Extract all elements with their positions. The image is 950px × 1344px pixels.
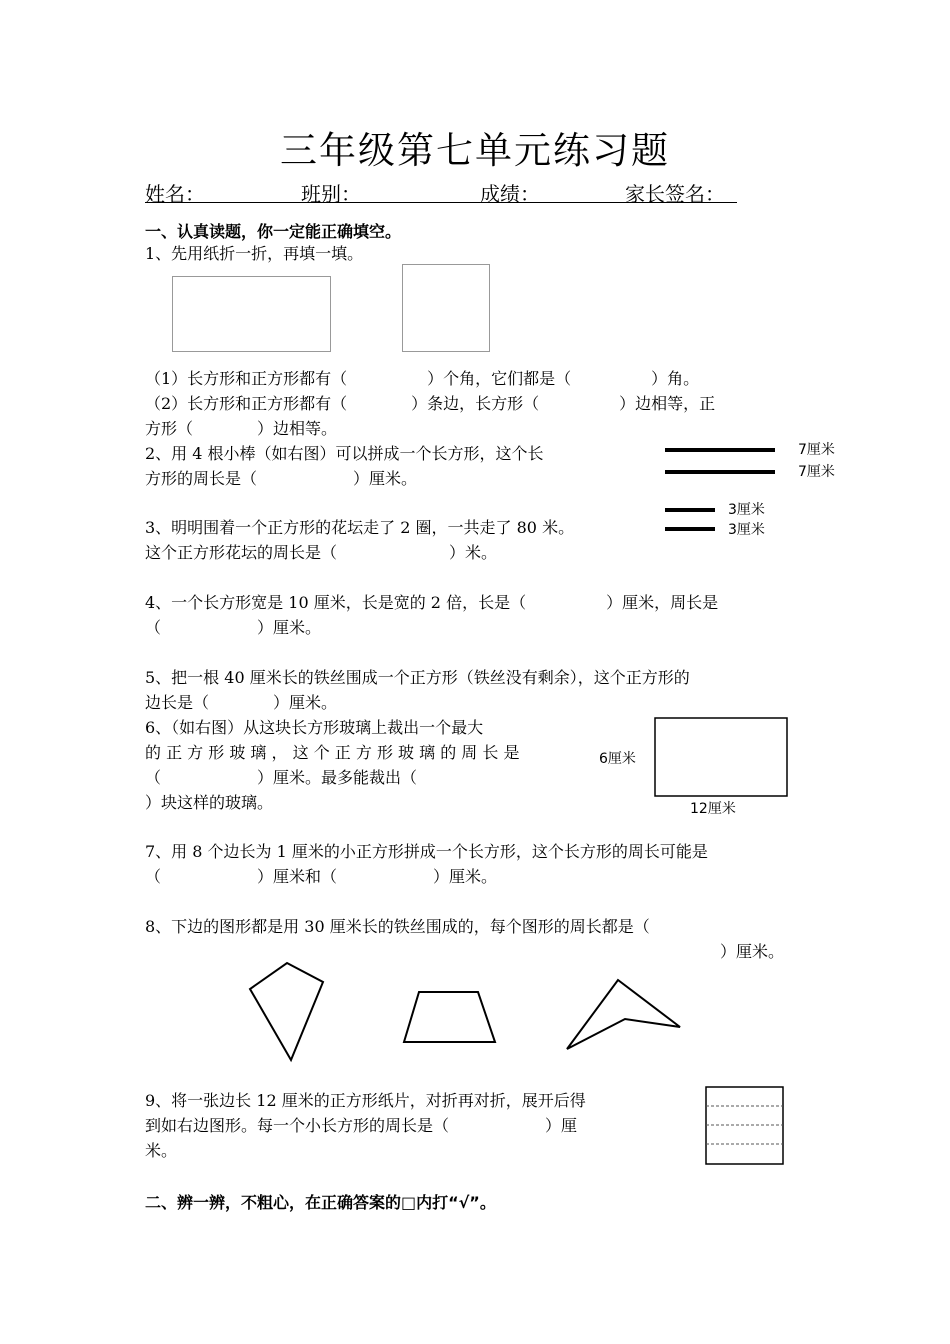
page-title: 三年级第七单元练习题 [280, 129, 670, 172]
q6-line3: （ ）厘米。最多能裁出（ [145, 768, 418, 787]
glass-rectangle [655, 718, 787, 796]
label-3cm-1: 3厘米 [728, 502, 765, 518]
label-7cm-2: 7厘米 [798, 464, 835, 480]
label-12cm: 12厘米 [690, 801, 736, 817]
q2-line2: 方形的周长是（ ）厘米。 [145, 469, 418, 488]
parent-signature-label: 家长签名： [625, 182, 725, 206]
kite-shape [250, 963, 323, 1060]
q1-stem: 1、先用纸折一折，再填一填。 [145, 244, 364, 263]
q5-line2: 边长是（ ）厘米。 [145, 693, 338, 712]
score-label: 成绩： [480, 182, 540, 206]
q5-line1: 5、把一根 40 厘米长的铁丝围成一个正方形（铁丝没有剩余），这个正方形的 [145, 668, 690, 687]
name-label: 姓名： [145, 182, 205, 206]
wire-shapes-figure [240, 955, 700, 1070]
sticks-figure [655, 430, 855, 545]
q1-sub1: （1）长方形和正方形都有（ ）个角，它们都是（ ）角。 [145, 369, 700, 388]
q1-sub2-line1: （2）长方形和正方形都有（ ）条边，长方形（ ）边相等，正 [145, 394, 716, 413]
q1-sub2-line2: 方形（ ）边相等。 [145, 419, 338, 438]
rectangle-figure [172, 276, 331, 352]
header-underline [145, 202, 737, 203]
q7-line2: （ ）厘米和（ ）厘米。 [145, 867, 498, 886]
q9-line1: 9、将一张边长 12 厘米的正方形纸片，对折再对折，展开后得 [145, 1091, 586, 1110]
q4-line1: 4、一个长方形宽是 10 厘米，长是宽的 2 倍，长是（ ）厘米，周长是 [145, 593, 719, 612]
label-7cm-1: 7厘米 [798, 442, 835, 458]
q6-line1: 6、（如右图）从这块长方形玻璃上裁出一个最大 [145, 718, 484, 737]
q3-line2: 这个正方形花坛的周长是（ ）米。 [145, 543, 498, 562]
q8-line2: ）厘米。 [720, 942, 785, 961]
q7-line1: 7、用 8 个边长为 1 厘米的小正方形拼成一个长方形，这个长方形的周长可能是 [145, 842, 708, 861]
class-label: 班别： [301, 182, 361, 206]
q3-line1: 3、明明围着一个正方形的花坛走了 2 圈，一共走了 80 米。 [145, 518, 575, 537]
q2-line1: 2、用 4 根小棒（如右图）可以拼成一个长方形，这个长 [145, 444, 544, 463]
q6-line2: 的 正 方 形 玻 璃 ， 这 个 正 方 形 玻 璃 的 周 长 是 [145, 743, 520, 762]
trapezoid-shape [404, 992, 495, 1042]
label-6cm: 6厘米 [599, 751, 636, 767]
q6-line4: ）块这样的玻璃。 [145, 793, 274, 812]
label-3cm-2: 3厘米 [728, 522, 765, 538]
glass-rectangle-figure [595, 712, 795, 822]
square-figure [402, 264, 490, 352]
q8-line1: 8、下边的图形都是用 30 厘米长的铁丝围成的，每个图形的周长都是（ [145, 917, 650, 936]
q4-line2: （ ）厘米。 [145, 618, 322, 637]
folded-paper-figure [700, 1082, 790, 1168]
arrowhead-shape [567, 980, 680, 1049]
q9-line2: 到如右边图形。每一个小长方形的周长是（ ）厘 [145, 1116, 578, 1135]
q9-line3: 米。 [145, 1141, 178, 1160]
section2-heading: 二、辨一辨，不粗心，在正确答案的□内打“√”。 [145, 1193, 496, 1212]
section1-heading: 一、认真读题，你一定能正确填空。 [145, 222, 402, 241]
